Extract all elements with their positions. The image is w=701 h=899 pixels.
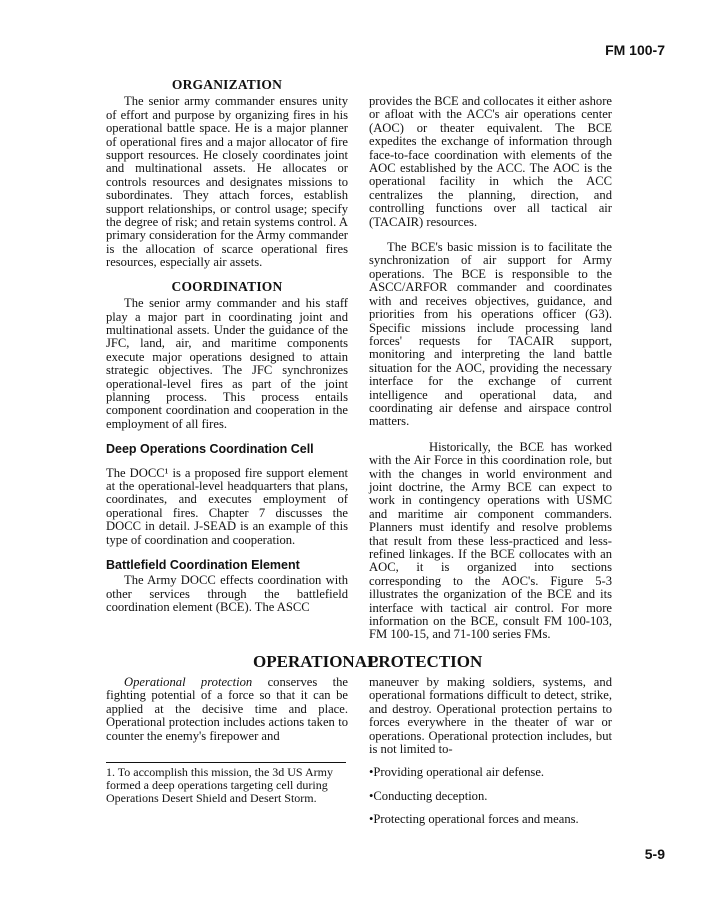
bullet-item: •Conducting deception. [369, 788, 488, 803]
right-column [369, 95, 612, 642]
bce-heading: Battlefield Coordination Element [106, 558, 300, 572]
coordination-heading: COORDINATION [171, 278, 283, 294]
protection-bullet-list [369, 766, 612, 826]
protection-left-column [106, 676, 348, 743]
right-paragraph-2: The BCE's basic mission is to facilitate the synchronization of air support for Army operations. The BCE is responsible to the ASCC/ARFOR commander and coordinates with and receives objectives, guidance, and priorities from his operations officer (G3). Specific missions include processing land forces' requests for TACAIR support, monitoring and interpreting the land battle situation for the AOC, providing the necessary interface for the exchange of current intelligence and operational data, and coordinating air defense and airspace control matters. [369, 240, 612, 429]
organization-paragraph: The senior army commander ensures unity of effort and purpose by organizing fires in his operational battle space. He is a major planner of operational fires and a major allocator of fire support resources. He closely coordinates joint and multinational assets. He allocates or controls resources and designates missions to subordinates. They attach forces, establish support relationships, or control usage; specify the degree of risk; and retain systems control. A primary consideration for the Army commander is the allocation of scarce operational fires resources, especially air assets. [106, 94, 348, 270]
operational-heading: OPERATIONAL [253, 652, 379, 671]
right-paragraph-3: Historically, the BCE has worked with the Air Force in this coordination role, but with the changes in world environment and joint doctrine, the Army BCE can expect to work in contingency operations with USMC and maritime air component commanders. Planners must identify and resolve problems that result from these less-practiced and less-refined linkages. If the BCE collocates with an AOC, it is organized into sections corresponding to the AOC's. Figure 5-3 illustrates the organization of the BCE and its interface with tactical air control. For more information on the BCE, consult FM 100-103, FM 100-15, and 71-100 series FMs. [369, 439, 612, 642]
bullet-item: •Providing operational air defense. [369, 765, 545, 780]
protection-right-column [369, 676, 612, 837]
protection-heading: PROTECTION [368, 652, 483, 671]
organization-heading: ORGANIZATION [171, 77, 283, 92]
footnote: 1. To accomplish this mission, the 3d US Army formed a deep operations targeting cell during Operations Desert Shield and Desert Storm. [106, 765, 333, 805]
footnote-divider [106, 762, 346, 763]
right-paragraph-1: provides the BCE and collocates it either ashore or afloat with the ACC's air operations center (AOC) or theater equivalent. The BCE expedites the exchange of information through face-to-face coordination with elements of the AOC established by the ACC. The AOC is the operational facility in which the ACC centralizes the planning, direction, and controlling functions over all tactical air (TACAIR) resources. [369, 94, 612, 229]
docc-heading: Deep Operations Coordination Cell [106, 442, 314, 457]
protection-right-paragraph: maneuver by making soldiers, systems, and operational formations difficult to detect, strike, and destroy. Operational protection pertains to forces everywhere in the theater of war or operations. Operational protection includes, but is not limited to- [369, 675, 612, 757]
protection-left-text: conserves the fighting potential of a force so that it can be applied at the decisive time and place. Operational protection includes actions taken to counter the enemy's firepower and [106, 675, 348, 743]
bullet-item: •Protecting operational forces and means. [369, 812, 579, 827]
left-column [106, 78, 348, 615]
manual-number: FM 100-7 [605, 42, 665, 58]
coordination-paragraph: The senior army commander and his staff play a major part in coordinating joint and multinational assets. Under the guidance of the JFC, land, air, and maritime components execute major operations designed to attain strategic objectives. The JFC synchronizes operational-level fires as part of the joint planning process. This process entails component coordination and cooperation in the employment of all fires. [106, 296, 348, 431]
bce-paragraph: The Army DOCC effects coordination with other services through the battlefield coordination element (BCE). The ASCC [106, 573, 348, 615]
docc-paragraph: The DOCC¹ is a proposed fire support element at the operational-level headquarters that plans, coordinates, and executes employment of operational fires. Chapter 7 discusses the DOCC in detail. J-SEAD is an example of this type of coordination and cooperation. [106, 465, 348, 547]
protection-left-paragraph [106, 676, 348, 743]
page-number: 5-9 [644, 846, 665, 862]
operational-protection-term: Operational protection [124, 675, 253, 689]
